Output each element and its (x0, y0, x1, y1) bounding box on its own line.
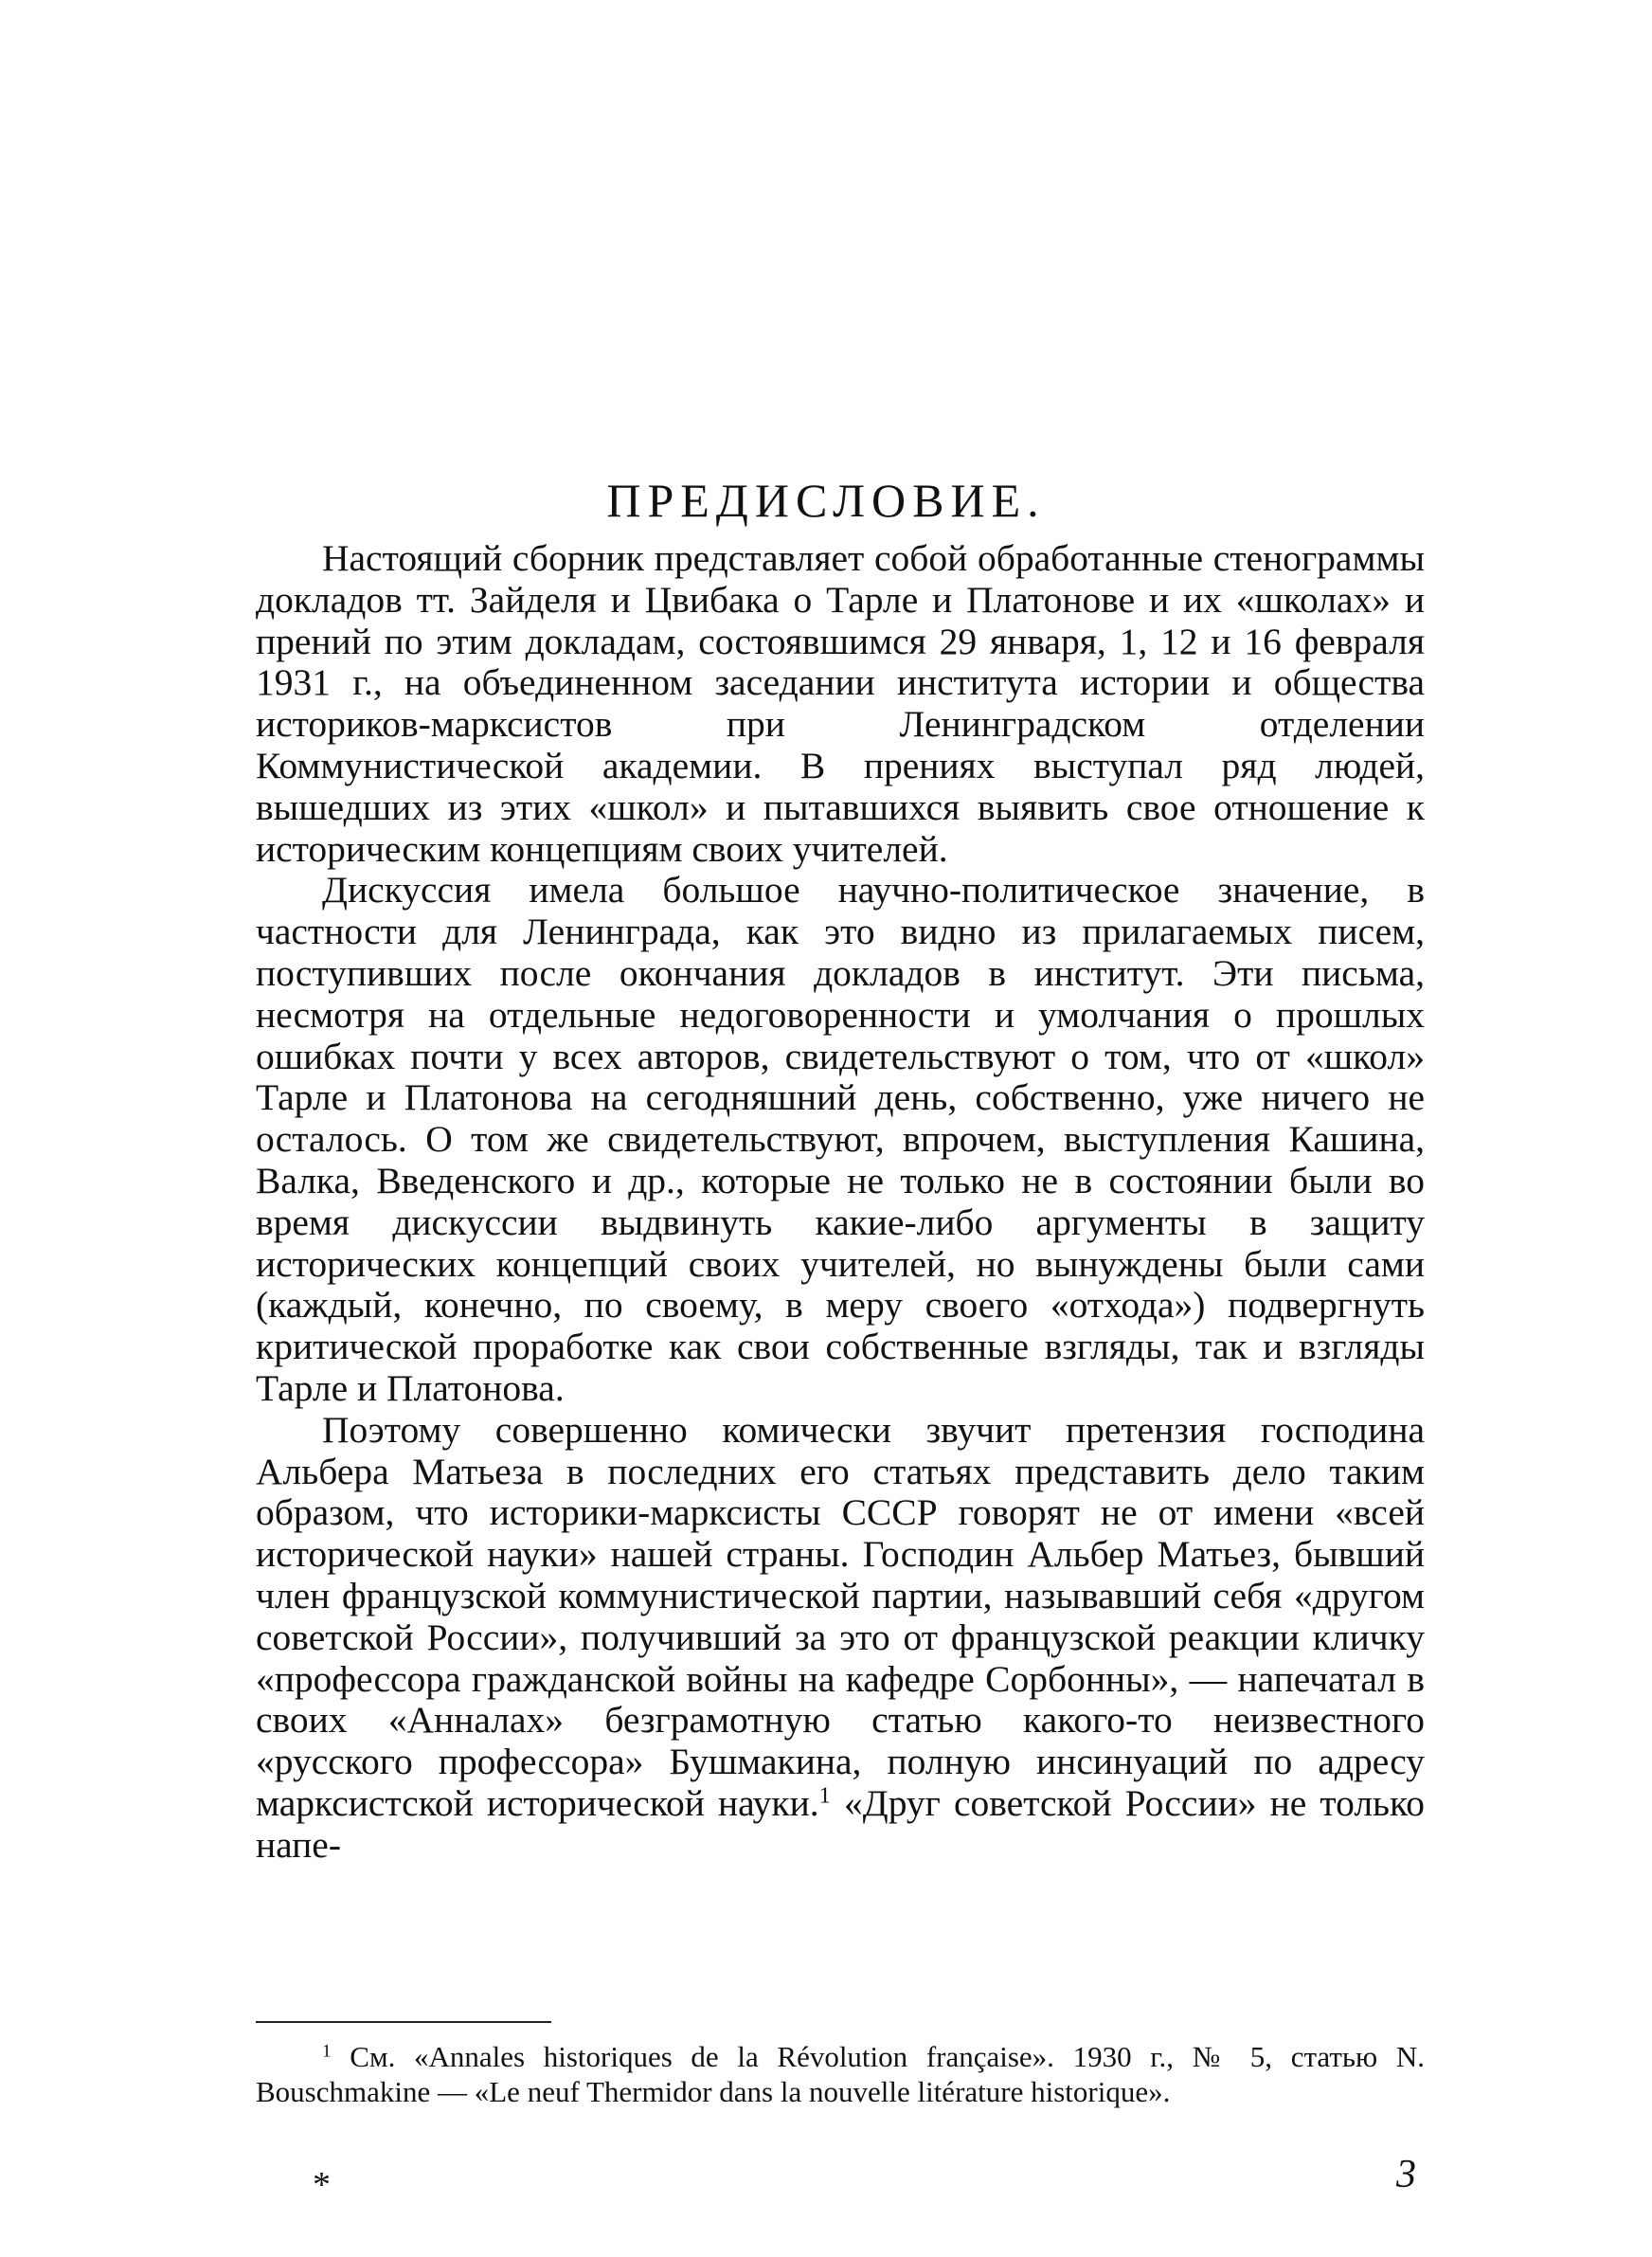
paragraph: Дискуссия имела большое научно-политическое значение, в частности для Ленинграда, как это видно из прилагаемых писем, поступивших после окончания докладов в институт. Эти письма, несмотря на отдельные недоговоренности и умолчания о прошлых ошибках почти у всех авторов, свидетельствуют о том, что от «школ» Тарле и Платонова на сегодняшний день, собственно, уже ничего не осталось. О том же свидетельствуют, впрочем, выступления Кашина, Валка, Введенского и др., которые не только не в состоянии были во время дискуссии выдвинуть какие-либо аргументы в защиту исторических концепций своих учителей, но вынуждены были сами (каждый, конечно, по своему, в меру своего «отхода») подвергнуть критической проработке как свои собственные взгляды, так и взгляды Тарле и Платонова. (256, 869, 1425, 1409)
footnote-divider (256, 2021, 551, 2023)
body-text (256, 538, 1425, 1867)
footnote-text: См. «Annales historiques de la Révolution française». 1930 г., № 5, статью N. Bouschmakine — «Le neuf Thermidor dans la nouvelle litérature historique». (256, 2040, 1425, 2108)
paragraph-text-continued: «Друг советской России» не только напе- (256, 1781, 1425, 1866)
signature-mark: * (313, 2165, 331, 2205)
page-title: ПРЕДИСЛОВИЕ. (606, 474, 1046, 527)
footnote-paragraph (256, 2039, 1425, 2109)
paragraph: Настоящий сборник представляет собой обработанные стенограммы докладов тт. Зайделя и Цвибака о Тарле и Платонове и их «школах» и прений по этим докладам, состоявшимся 29 января, 1, 12 и 16 февраля 1931 г., на объединенном заседании института истории и общества историков-марксистов при Ленинградском отделении Коммунистической академии. В прениях выступал ряд людей, вышедших из этих «школ» и пытавшихся выявить свое отношение к историческим концепциям своих учителей. (256, 537, 1425, 870)
paragraph (256, 1410, 1425, 1867)
paragraph-text: Поэтому совершенно комически звучит претензия господина Альбера Матьеза в последних его статьях представить дело таким образом, что историки-марксисты СССР говорят не от имени «всей исторической науки» нашей страны. Господин Альбер Матьез, бывший член французской коммунистической партии, называвший себя «другом советской России», получивший за это от французской реакции кличку «профессора гражданской войны на кафедре Сорбонны», — напечатал в своих «Анналах» безграмотную статью какого-то неизвестного «русского профессора» Бушмакина, полную инсинуаций по адресу марксистской исторической науки. (256, 1408, 1425, 1824)
page-number: 3 (1396, 2153, 1416, 2196)
footnote (256, 2039, 1425, 2109)
footnote-number: 1 (322, 2041, 332, 2062)
footnote-reference: 1 (818, 1782, 831, 1809)
